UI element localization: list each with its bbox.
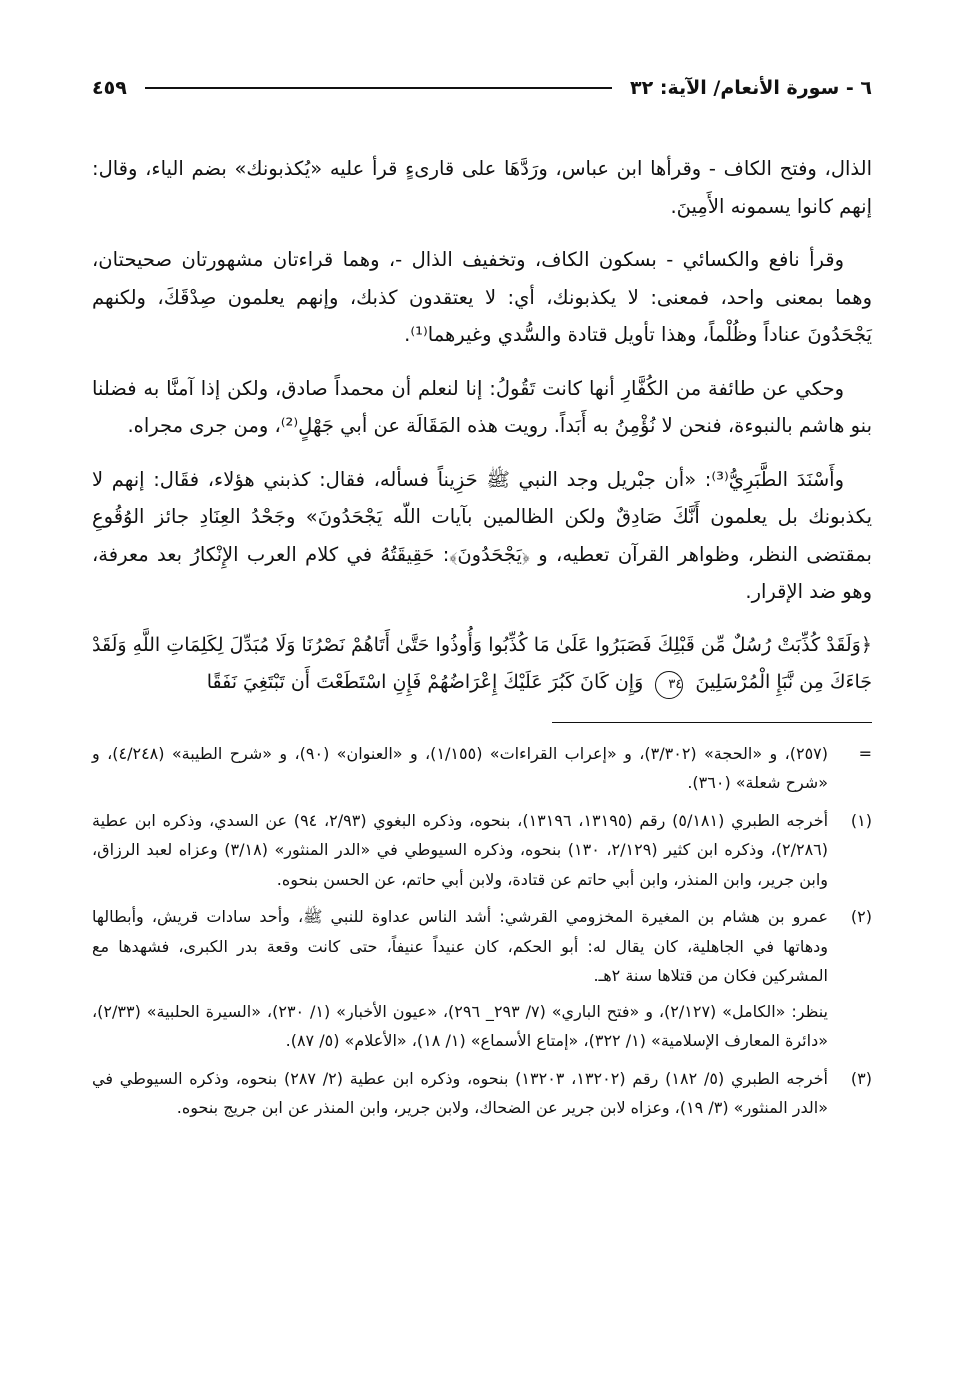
footnote-separator [552,722,872,723]
paragraph: وحكي عن طائفة من الكُفَّارِ أنها كانت تَقُولُ: إنا لنعلم أن محمداً صادق، ولكن إذا آمنَّا به فضلنا بنو هاشم بالنبوءة، فنحن لا نُؤْمِنُ به أَبَداً. رويت هذه المَقَالَة عن أبي جَهْلٍ⁽²⁾، ومن جرى مجراه. [92,376,872,437]
running-header [92,66,872,110]
ayah-number-marker: ٣٤ [655,671,683,699]
footnote [92,806,872,895]
paragraph: وأَسْنَدَ الطَّبَرِيُّ⁽³⁾: «أن جبْريل وجد النبي ﷺ حَزِيناً فسأله، فقال: كذبني هؤلاء، فقَال: إنهم لا يكذبونك بل يعلمون أَنَّكَ صَادِقٌ ولكن الظالمين بآيات اللّه يَجْحَدُونَ» وجَحْدُ العِنَادِ جائز الوُقُوعِ بمقتضى النظر، وظواهر القرآن تعطيه، و ﴿يَجْحَدُونَ﴾: حَقِيقَتُهُ في كلام العرب الإِنْكارُ بعد معرفة، وهو ضد الإقرار. [92,467,872,603]
footnote [92,902,872,1056]
footnote-text: أخرجه الطبري (٥/١٨١) رقم (١٣١٩٥، ١٣١٩٦)، بنحوه، وذكره البغوي (٢/٩٣، ٩٤) عن السدي، وذكره ابن عطية (٢/٢٨٦)، وذكره ابن كثير (٢/١٢٩، ١٣٠) بنحوه، وذكره السيوطي في «الدر المنثور» (٣/١٨) وعزاه لعبد الرزاق، وابن جرير، وابن المنذر، وابن أبي حاتم عن قتادة، ولابن أبي حاتم، عن الحسن بنحوه. [92,810,829,889]
footnotes [92,739,872,1123]
footnote-number: = [858,743,872,763]
verse-text: وَإِن كَانَ كَبُرَ عَلَيْكَ إِعْرَاضُهُمْ فَإِنِ اسْتَطَعْتَ أَن تَبْتَغِيَ نَفَقًا [206,671,644,693]
footnote-text: أخرجه الطبري (٥/ ١٨٢) رقم (١٣٢٠٢، ١٣٢٠٣) بنحوه، وذكره ابن عطية (٢/ ٢٨٧) بنحوه، وذكره السيوطي في «الدر المنثور» (٣/ ١٩)، وعزاه لابن جرير عن الضحاك، ولابن جرير، وابن المنذر عن ابن جريج بنحوه. [92,1068,828,1117]
footnote [92,1064,872,1123]
footnote-number: (١) [850,810,872,830]
surah-heading: ٦ - سورة الأنعام/ الآية: ٣٢ [630,77,872,99]
verse-text: ﴿وَلَقَدْ كُذِّبَتْ رُسُلٌ مِّن قَبْلِكَ فَصَبَرُوا عَلَىٰ مَا كُذِّبُوا وَأُوذُوا حَتَّىٰ أَتَاهُمْ نَصْرُنَا وَلَا مُبَدِّلَ لِكَلِمَاتِ اللَّهِ وَلَقَدْ جَاءَكَ مِن نَّبَإِ الْمُرْسَلِينَ [92,633,872,693]
quran-verse [92,627,872,702]
footnote-number: (٢) [850,907,872,926]
footnote-references: ينظر: «الكامل» (٢/١٢٧)، و «فتح الباري» (٧/ ٢٩٣_ ٢٩٦)، «عيون الأخبار» (١/ ٢٣٠)، «السيرة الحلبية» (٢/٣٣)، «دائرة المعارف الإسلامية» (١/ ٣٢٢)، «إمتاع الأسماع» (١/ ١٨)، «الأعلام» (٥/ ٨٧). [92,1001,829,1050]
paragraph: وقرأ نافع والكسائي - بسكون الكاف، وتخفيف الذال -، وهما قراءتان مشهورتان صحيحتان، وهما بمعنى واحد، فمعنى: لا يكذبونك، أي: لا يعتقدون كذبك، وإنهم يعلمون صِدْقَكَ، ولكنهم يَجْحَدُونَ عناداً وظُلْماً، وهذا تأويل قتادة والسُّدي وغيرهما⁽¹⁾. [92,248,872,346]
page-number: ٤٥٩ [92,77,127,99]
header-rule [145,87,612,89]
footnote-number: (٣) [850,1068,872,1088]
book-page [92,66,872,1366]
footnote [92,739,872,798]
footnote-body [92,902,828,1056]
footnote-text: (٢٥٧)، و «الحجة» (٣/٣٠٢)، و «إعراب القراءات» (١/١٥٥)، و «العنوان» (٩٠)، و «شرح الطيبة» (٤/٢٤٨)، و «شرح شعلة» (٣٦٠). [92,743,829,792]
main-text [92,150,872,702]
footnote-text: عمرو بن هشام بن المغيرة المخزومي القرشي: أشد الناس عداوة للنبي ﷺ، وأحد سادات قريش، وأبطالها ودهاتها في الجاهلية، كان يقال له: أبو الحكم، كان عنيداً عنيفاً، حتى كانت وقعة بدر الكبرى، فشهدها مع المشركين فكان من قتلاها سنة ٢هـ. [92,907,828,985]
paragraph: الذال، وفتح الكاف - وقرأها ابن عباس، ورَدَّهَا على قارىءٍ قرأ عليه «يُكذبونك» بضم الياء، وقال: إنهم كانوا يسمونه الأَمِينَ. [92,157,872,218]
